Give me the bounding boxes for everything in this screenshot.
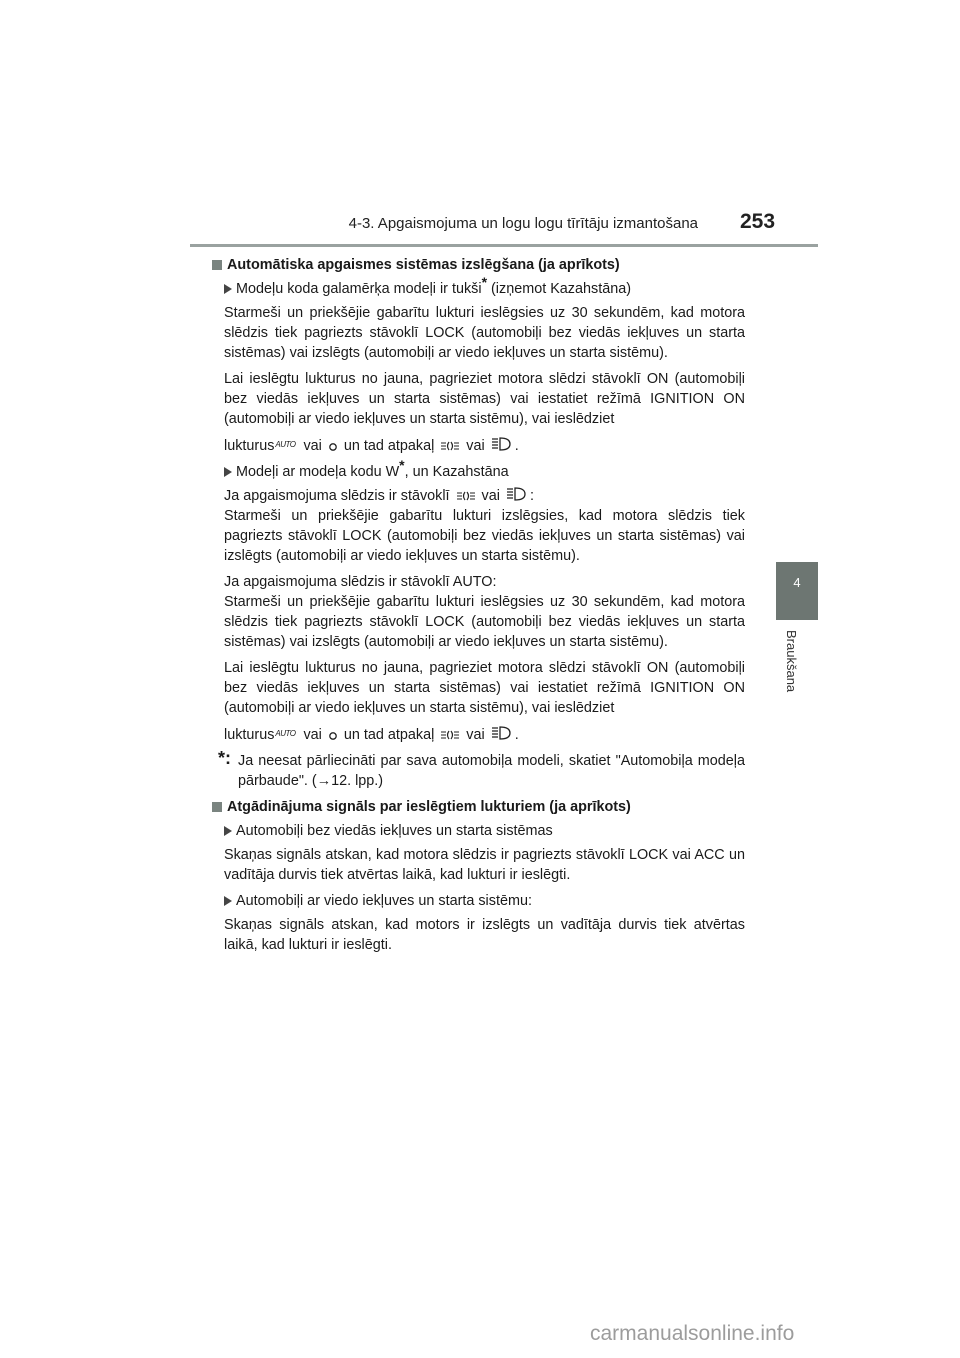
paragraph: Starmeši un priekšējie gabarītu lukturi ieslēgsies uz 30 sekundēm, kad motora slēdzis tiek pagriezts stāvoklī LOCK (automobiļi bez viedās iekļuves un starta sistēmas) vai izslēgts (automobiļi ar viedo iekļuves un starta sistēmu). — [224, 594, 745, 650]
section-heading: Atgādinājuma signāls par ieslēgtiem lukturiem (ja aprīkots) — [212, 797, 745, 817]
chapter-tab: 4 — [776, 562, 818, 620]
chapter-label: Braukšana — [784, 630, 799, 693]
paragraph: Lai ieslēgtu lukturus no jauna, pagrieziet motora slēdzi stāvoklī ON (automobiļi bez viedās iekļuves un starta sistēmas) vai iestatiet režīmā IGNITION ON (automobiļi ar viedo iekļuves un starta sistēmu), vai ieslēdziet — [224, 371, 745, 427]
paragraph: Ja apgaismojuma slēdzis ir stāvoklī vai : — [224, 488, 534, 504]
auto-icon: AUTO — [275, 440, 296, 449]
footnote: *: Ja neesat pārliecināti par sava automobiļa modeli, skatiet "Automobiļa modeļa pārbaude". (→12. lpp.) — [218, 748, 745, 789]
paragraph-icons-line: lukturusAUTO vai un tad atpakaļ vai . — [224, 724, 745, 745]
subheading: Modeļu koda galamērķa modeļi ir tukši* (izņemot Kazahstāna) — [212, 279, 745, 299]
subheading: Automobiļi bez viedās iekļuves un starta sistēmas — [212, 821, 745, 841]
parking-light-icon — [440, 729, 460, 741]
page-content — [212, 255, 745, 961]
parking-light-icon — [440, 440, 460, 452]
headlight-icon — [506, 486, 528, 502]
parking-light-icon — [456, 490, 476, 502]
watermark: carmanualsonline.info — [590, 1322, 795, 1345]
square-bullet-icon — [212, 802, 222, 812]
header-divider — [190, 244, 818, 247]
subheading: Modeļi ar modeļa kodu W*, un Kazahstāna — [212, 462, 745, 482]
section-title: 4-3. Apgaismojuma un logu logu tīrītāju izmantošana — [348, 215, 698, 232]
paragraph: Skaņas signāls atskan, kad motora slēdzis ir pagriezts stāvoklī LOCK vai ACC un vadītāja durvis tiek atvērtas laikā, kad lukturi ir ieslēgti. — [224, 847, 745, 883]
off-circle-icon — [328, 731, 338, 741]
triangle-bullet-icon — [224, 826, 232, 836]
headlight-icon — [491, 725, 513, 741]
footnote-marker: *: — [218, 748, 231, 768]
paragraph: Ja apgaismojuma slēdzis ir stāvoklī AUTO: — [224, 574, 497, 590]
triangle-bullet-icon — [224, 467, 232, 477]
auto-icon: AUTO — [275, 729, 296, 738]
section-heading: Automātiska apgaismes sistēmas izslēgšana (ja aprīkots) — [212, 255, 745, 275]
paragraph: Skaņas signāls atskan, kad motors ir izslēgts un vadītāja durvis tiek atvērtas laikā, kad lukturi ir ieslēgti. — [224, 917, 745, 953]
square-bullet-icon — [212, 260, 222, 270]
paragraph: Lai ieslēgtu lukturus no jauna, pagrieziet motora slēdzi stāvoklī ON (automobiļi bez viedās iekļuves un starta sistēmas) vai iestatiet režīmā IGNITION ON (automobiļi ar viedo iekļuves un starta sistēmu), vai ieslēdziet — [224, 660, 745, 716]
paragraph: Starmeši un priekšējie gabarītu lukturi izslēgsies, kad motora slēdzis tiek pagriezts stāvoklī LOCK (automobiļi bez viedās iekļuves un starta sistēmas) vai izslēgts (automobiļi ar viedo iekļuves un starta sistēmu). — [224, 508, 745, 564]
paragraph-icons-line: lukturusAUTO vai un tad atpakaļ vai . — [224, 435, 745, 456]
off-circle-icon — [328, 442, 338, 452]
subheading: Automobiļi ar viedo iekļuves un starta sistēmu: — [212, 891, 745, 911]
headlight-icon — [491, 436, 513, 452]
paragraph: Starmeši un priekšējie gabarītu lukturi ieslēgsies uz 30 sekundēm, kad motora slēdzis tiek pagriezts stāvoklī LOCK (automobiļi bez viedās iekļuves un starta sistēmas) vai izslēgts (automobiļi ar viedo iekļuves un starta sistēmu). — [224, 305, 745, 361]
page-header — [0, 0, 960, 250]
triangle-bullet-icon — [224, 896, 232, 906]
page-number: 253 — [740, 210, 776, 233]
triangle-bullet-icon — [224, 284, 232, 294]
